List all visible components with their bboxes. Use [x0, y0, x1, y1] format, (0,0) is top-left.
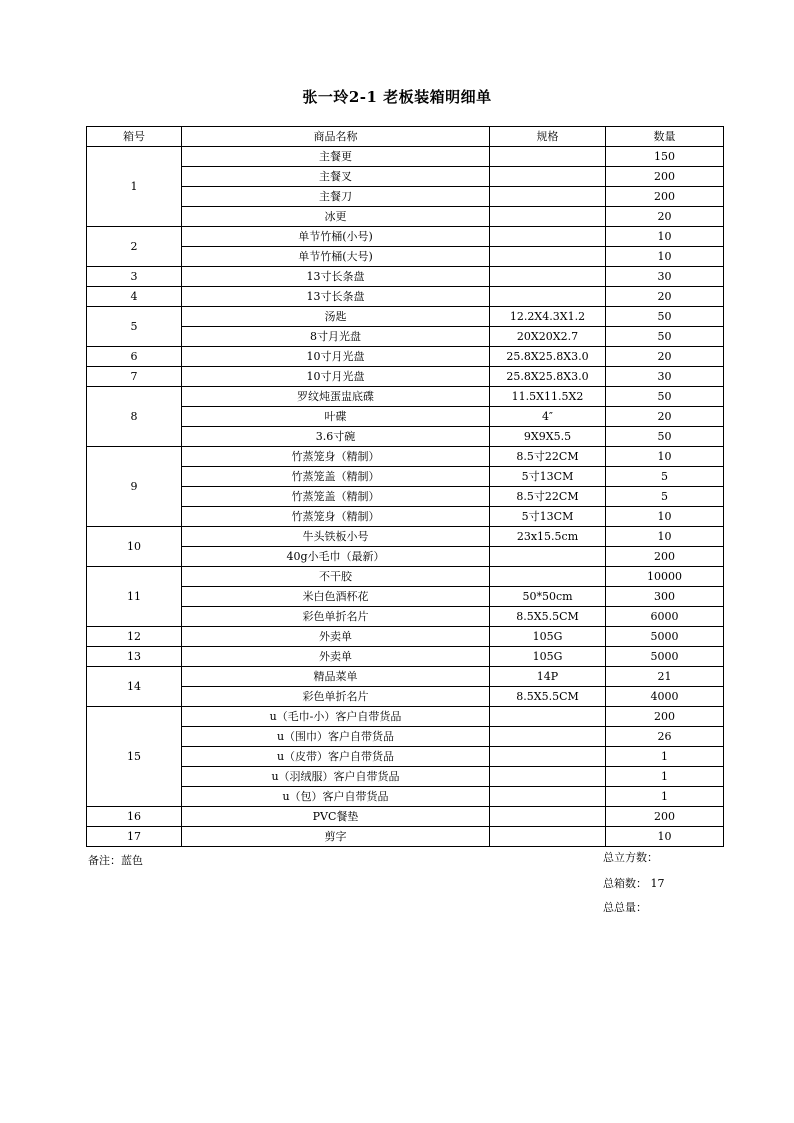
- quantity-cell: 1: [606, 787, 724, 807]
- quantity-cell: 30: [606, 367, 724, 387]
- product-name-cell: 10寸月光盘: [182, 347, 490, 367]
- quantity-cell: 10: [606, 507, 724, 527]
- total-quantity-label: 总总量：: [603, 901, 647, 914]
- spec-cell: 25.8X25.8X3.0: [490, 347, 606, 367]
- table-row: [87, 567, 724, 587]
- box-number-cell: 12: [87, 627, 182, 647]
- quantity-cell: 300: [606, 587, 724, 607]
- column-header-product-name: 商品名称: [182, 127, 490, 147]
- spec-cell: [490, 807, 606, 827]
- product-name-cell: 精品菜单: [182, 667, 490, 687]
- product-name-cell: 主餐叉: [182, 167, 490, 187]
- product-name-cell: 13寸长条盘: [182, 287, 490, 307]
- table-row: [87, 227, 724, 247]
- column-header-box-no: 箱号: [87, 127, 182, 147]
- table-row: [87, 347, 724, 367]
- spec-cell: 8.5X5.5CM: [490, 607, 606, 627]
- quantity-cell: 5000: [606, 647, 724, 667]
- quantity-cell: 4000: [606, 687, 724, 707]
- page-title: 张一玲2-1 老板装箱明细单: [302, 88, 492, 106]
- product-name-cell: 竹蒸笼盖（精制）: [182, 487, 490, 507]
- product-name-cell: u（包）客户自带货品: [182, 787, 490, 807]
- box-number-cell: 7: [87, 367, 182, 387]
- quantity-cell: 20: [606, 207, 724, 227]
- quantity-cell: 10: [606, 247, 724, 267]
- product-name-cell: PVC餐垫: [182, 807, 490, 827]
- table-row: [87, 807, 724, 827]
- spec-cell: [490, 147, 606, 167]
- product-name-cell: 汤匙: [182, 307, 490, 327]
- table-row: [87, 747, 724, 767]
- box-number-cell: 17: [87, 827, 182, 847]
- table-row: [87, 527, 724, 547]
- quantity-cell: 10: [606, 527, 724, 547]
- table-row: [87, 687, 724, 707]
- box-number-cell: 14: [87, 667, 182, 707]
- product-name-cell: 40g小毛巾（最新）: [182, 547, 490, 567]
- table-row: [87, 367, 724, 387]
- product-name-cell: u（羽绒服）客户自带货品: [182, 767, 490, 787]
- box-number-cell: 6: [87, 347, 182, 367]
- table-row: [87, 667, 724, 687]
- table-row: [87, 727, 724, 747]
- table-row: [87, 507, 724, 527]
- table-row: [87, 587, 724, 607]
- product-name-cell: 彩色单折名片: [182, 687, 490, 707]
- table-row: [87, 187, 724, 207]
- spec-cell: 4″: [490, 407, 606, 427]
- table-row: [87, 627, 724, 647]
- spec-cell: 105G: [490, 647, 606, 667]
- packing-list-table: [86, 126, 724, 847]
- box-number-cell: 3: [87, 267, 182, 287]
- quantity-cell: 5: [606, 487, 724, 507]
- table-row: [87, 787, 724, 807]
- product-name-cell: 外卖单: [182, 647, 490, 667]
- spec-cell: 11.5X11.5X2: [490, 387, 606, 407]
- spec-cell: 5寸13CM: [490, 507, 606, 527]
- product-name-cell: 10寸月光盘: [182, 367, 490, 387]
- spec-cell: 8.5寸22CM: [490, 447, 606, 467]
- product-name-cell: 8寸月光盘: [182, 327, 490, 347]
- spec-cell: [490, 167, 606, 187]
- table-row: [87, 447, 724, 467]
- spec-cell: 50*50cm: [490, 587, 606, 607]
- spec-cell: 5寸13CM: [490, 467, 606, 487]
- table-row: [87, 387, 724, 407]
- box-number-cell: 11: [87, 567, 182, 627]
- quantity-cell: 200: [606, 187, 724, 207]
- product-name-cell: 单节竹桶(小号): [182, 227, 490, 247]
- box-number-cell: 8: [87, 387, 182, 447]
- quantity-cell: 10: [606, 227, 724, 247]
- product-name-cell: 彩色单折名片: [182, 607, 490, 627]
- box-number-cell: 2: [87, 227, 182, 267]
- product-name-cell: 13寸长条盘: [182, 267, 490, 287]
- quantity-cell: 10000: [606, 567, 724, 587]
- spec-cell: 105G: [490, 627, 606, 647]
- box-number-cell: 15: [87, 707, 182, 807]
- quantity-cell: 6000: [606, 607, 724, 627]
- quantity-cell: 50: [606, 427, 724, 447]
- product-name-cell: 罗纹炖蛋盅底碟: [182, 387, 490, 407]
- box-number-cell: 1: [87, 147, 182, 227]
- quantity-cell: 5000: [606, 627, 724, 647]
- quantity-cell: 200: [606, 167, 724, 187]
- quantity-cell: 20: [606, 347, 724, 367]
- quantity-cell: 1: [606, 747, 724, 767]
- box-number-cell: 16: [87, 807, 182, 827]
- spec-cell: [490, 827, 606, 847]
- spec-cell: 8.5寸22CM: [490, 487, 606, 507]
- product-name-cell: 主餐更: [182, 147, 490, 167]
- product-name-cell: 竹蒸笼身（精制）: [182, 447, 490, 467]
- spec-cell: 8.5X5.5CM: [490, 687, 606, 707]
- spec-cell: [490, 567, 606, 587]
- spec-cell: 20X20X2.7: [490, 327, 606, 347]
- table-row: [87, 147, 724, 167]
- table-row: [87, 827, 724, 847]
- spec-cell: 12.2X4.3X1.2: [490, 307, 606, 327]
- box-number-cell: 4: [87, 287, 182, 307]
- quantity-cell: 200: [606, 547, 724, 567]
- quantity-cell: 5: [606, 467, 724, 487]
- spec-cell: [490, 227, 606, 247]
- table-row: [87, 207, 724, 227]
- table-row: [87, 607, 724, 627]
- quantity-cell: 200: [606, 807, 724, 827]
- spec-cell: [490, 207, 606, 227]
- table-row: [87, 767, 724, 787]
- table-row: [87, 287, 724, 307]
- product-name-cell: 3.6寸碗: [182, 427, 490, 447]
- table-row: [87, 307, 724, 327]
- product-name-cell: 牛头铁板小号: [182, 527, 490, 547]
- table-row: [87, 487, 724, 507]
- spec-cell: [490, 787, 606, 807]
- table-row: [87, 467, 724, 487]
- quantity-cell: 10: [606, 447, 724, 467]
- spec-cell: [490, 187, 606, 207]
- quantity-cell: 150: [606, 147, 724, 167]
- table-header-row: [87, 127, 724, 147]
- product-name-cell: 外卖单: [182, 627, 490, 647]
- table-row: [87, 647, 724, 667]
- product-name-cell: u（皮带）客户自带货品: [182, 747, 490, 767]
- product-name-cell: 米白色酒杯花: [182, 587, 490, 607]
- product-name-cell: u（围巾）客户自带货品: [182, 727, 490, 747]
- spec-cell: 25.8X25.8X3.0: [490, 367, 606, 387]
- quantity-cell: 10: [606, 827, 724, 847]
- product-name-cell: 冰更: [182, 207, 490, 227]
- spec-cell: [490, 767, 606, 787]
- quantity-cell: 1: [606, 767, 724, 787]
- product-name-cell: 主餐刀: [182, 187, 490, 207]
- total-volume-label: 总立方数：: [603, 851, 658, 864]
- product-name-cell: 叶碟: [182, 407, 490, 427]
- table-row: [87, 427, 724, 447]
- column-header-quantity: 数量: [606, 127, 724, 147]
- table-row: [87, 247, 724, 267]
- box-number-cell: 13: [87, 647, 182, 667]
- spec-cell: 9X9X5.5: [490, 427, 606, 447]
- quantity-cell: 200: [606, 707, 724, 727]
- product-name-cell: u（毛巾-小）客户自带货品: [182, 707, 490, 727]
- spec-cell: [490, 727, 606, 747]
- spec-cell: [490, 707, 606, 727]
- quantity-cell: 50: [606, 327, 724, 347]
- spec-cell: [490, 247, 606, 267]
- spec-cell: [490, 547, 606, 567]
- quantity-cell: 50: [606, 307, 724, 327]
- quantity-cell: 20: [606, 407, 724, 427]
- quantity-cell: 50: [606, 387, 724, 407]
- table-row: [87, 407, 724, 427]
- product-name-cell: 剪字: [182, 827, 490, 847]
- table-row: [87, 707, 724, 727]
- spec-cell: 14P: [490, 667, 606, 687]
- quantity-cell: 20: [606, 287, 724, 307]
- product-name-cell: 竹蒸笼盖（精制）: [182, 467, 490, 487]
- table-body: [87, 147, 724, 847]
- spec-cell: [490, 267, 606, 287]
- table-row: [87, 267, 724, 287]
- product-name-cell: 单节竹桶(大号): [182, 247, 490, 267]
- table-row: [87, 167, 724, 187]
- box-number-cell: 5: [87, 307, 182, 347]
- spec-cell: [490, 287, 606, 307]
- table-row: [87, 547, 724, 567]
- box-number-cell: 9: [87, 447, 182, 527]
- table-row: [87, 327, 724, 347]
- remark-note: 备注：蓝色: [88, 854, 143, 867]
- quantity-cell: 26: [606, 727, 724, 747]
- spec-cell: [490, 747, 606, 767]
- box-number-cell: 10: [87, 527, 182, 567]
- product-name-cell: 不干胶: [182, 567, 490, 587]
- quantity-cell: 21: [606, 667, 724, 687]
- total-boxes-label: 总箱数： 17: [603, 877, 665, 890]
- product-name-cell: 竹蒸笼身（精制）: [182, 507, 490, 527]
- quantity-cell: 30: [606, 267, 724, 287]
- column-header-spec: 规格: [490, 127, 606, 147]
- spec-cell: 23x15.5cm: [490, 527, 606, 547]
